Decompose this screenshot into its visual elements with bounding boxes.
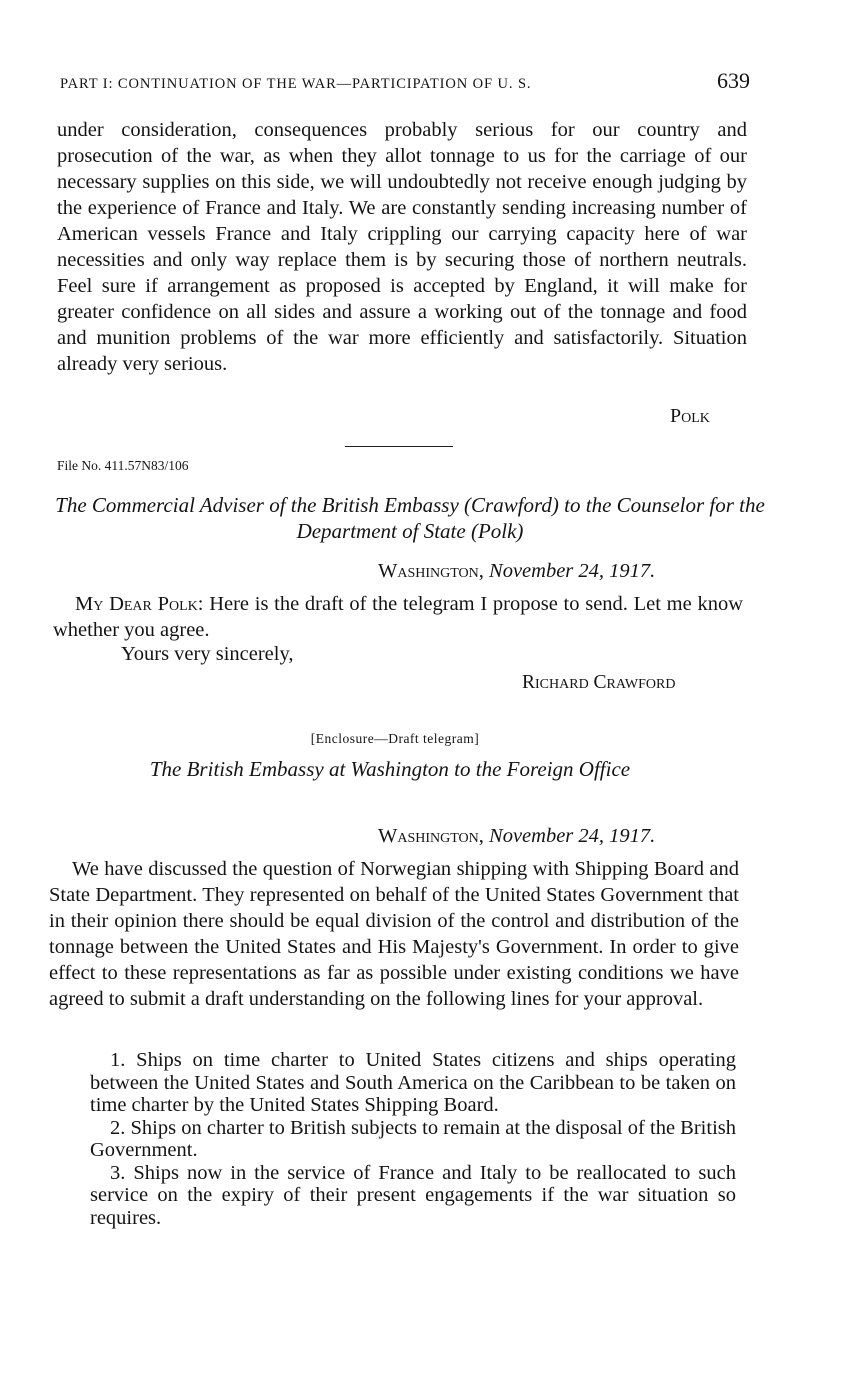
dateline-place: Washington, [378,560,484,582]
list-item: 3. Ships now in the service of France and Italy to be reallocated to such service on the expiry of their present engagements if the war situation so requires. [90,1161,736,1229]
document-heading-embassy: The British Embassy at Washington to the Foreign Office [149,757,631,781]
dateline-place: Washington, [378,825,484,847]
enclosure-label: [Enclosure—Draft telegram] [310,731,480,746]
file-number: File No. 411.57N83/106 [57,458,189,473]
signature-polk: Polk [670,405,710,427]
running-head-title: PART I: CONTINUATION OF THE WAR—PARTICIPATION OF U. S. [60,76,532,92]
complimentary-close: Yours very sincerely, [121,643,294,665]
page-number: 639 [717,68,750,93]
letter-text: Here is the draft of the telegram I propose to send. Let me know whether you agree. [53,593,744,641]
dateline-telegram [378,825,655,848]
dateline-letter [378,560,655,583]
running-head [60,68,750,102]
section-divider [345,446,453,447]
telegram-body: We have discussed the question of Norwegian shipping with Shipping Board and State Department. They represented on behalf of the United States Government that in their opinion there should be equal division of the control and distribution of the tonnage between the United States and His Majesty's Government. In order to give effect to these representations as far as possible under existing conditions we have agreed to submit a draft understanding on the following lines for your approval. [49,858,739,1010]
letter-body [53,591,743,643]
document-heading-crawford: The Commercial Adviser of the British Embassy (Crawford) to the Counselor for the Department of State (Polk) [55,493,765,543]
draft-understanding-list [90,1049,736,1229]
dateline-date: November 24, 1917. [489,560,656,582]
continuation-paragraph: under consideration, consequences probably serious for our country and prosecution of the war, as when they allot tonnage to us for the carriage of our necessary supplies on this side, we will undoubtedly not receive enough judging by the experience of France and Italy. We are constantly sending increasing number of American vessels France and Italy crippling our carrying capacity here of war necessities and only way replace them is by securing those of northern neutrals. Feel sure if arrangement as proposed is accepted by England, it will make for greater confidence on all sides and assure a working out of the tonnage and food and munition problems of the war more efficiently and satisfactorily. Situation already very serious. [57,119,747,375]
signature-crawford: Richard Crawford [522,672,676,693]
salutation: My Dear Polk: [75,593,204,615]
list-item: 1. Ships on time charter to United States citizens and ships operating between the United States and South America on the Caribbean to be taken on time charter by the United States Shipping Board. [90,1049,736,1116]
list-item: 2. Ships on charter to British subjects to remain at the disposal of the British Government. [90,1116,736,1161]
dateline-date: November 24, 1917. [489,825,656,847]
